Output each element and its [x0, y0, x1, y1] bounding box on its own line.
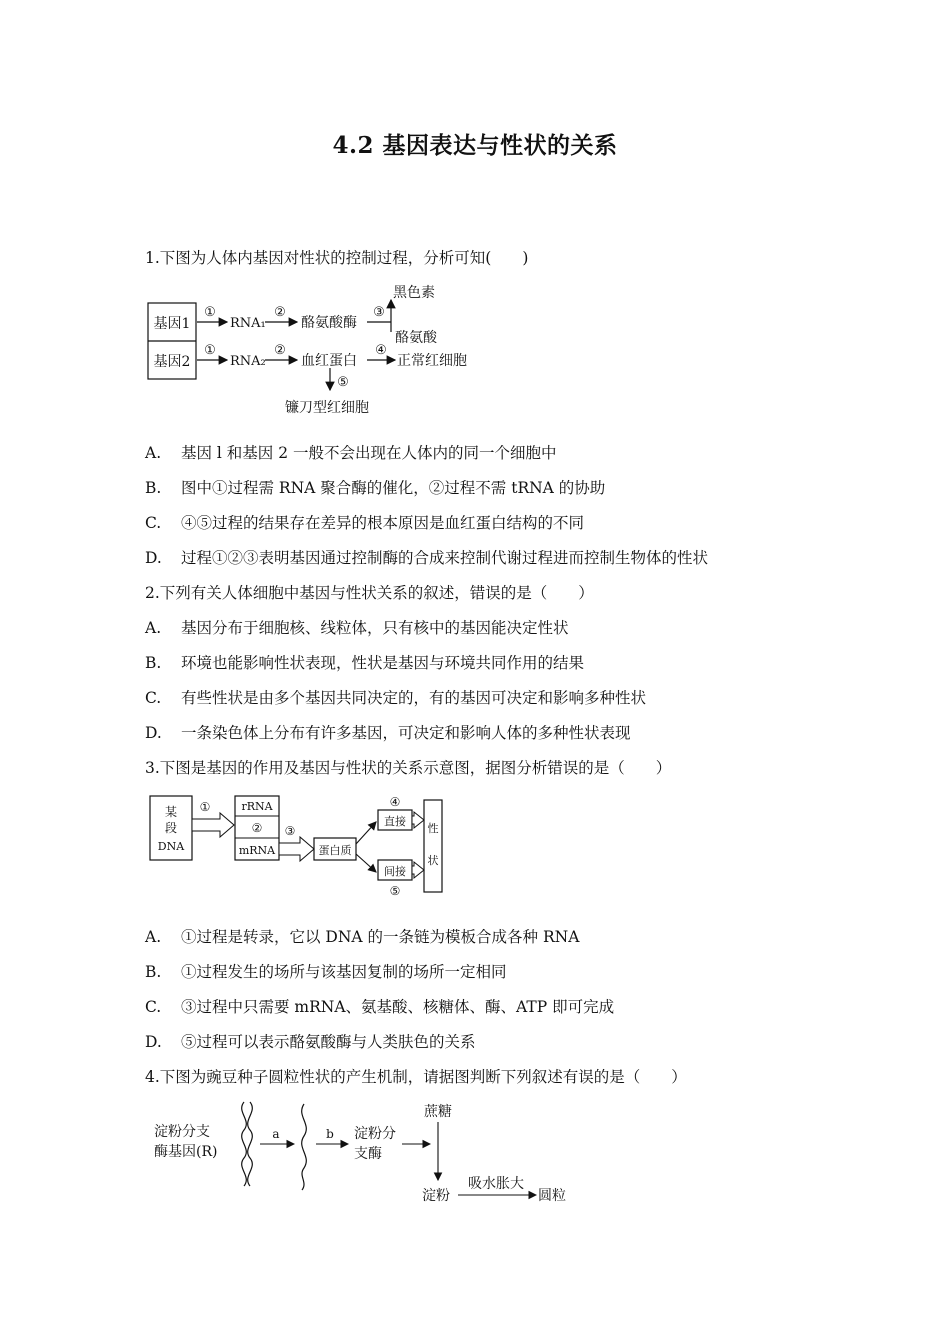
option-text: ④⑤过程的结果存在差异的根本原因是血红蛋白结构的不同 — [181, 514, 585, 532]
tyrosine-label: 酪氨酸 — [395, 330, 437, 346]
sickle-rbc-label: 镰刀型红细胞 — [285, 400, 369, 416]
option-text: ①过程发生的场所与该基因复制的场所一定相同 — [181, 963, 507, 981]
option-letter: C. — [145, 514, 162, 532]
question-4-stem: 4.下图为豌豆种子圆粒性状的产生机制，请据图判断下列叙述有误的是（ ） — [145, 1068, 687, 1086]
option-letter: C. — [145, 689, 162, 707]
option-letter: C. — [145, 998, 162, 1016]
question-3-option-a[interactable] — [145, 927, 579, 947]
option-text: ③过程中只需要 mRNA、氨基酸、核糖体、酶、ATP 即可完成 — [181, 998, 615, 1016]
step-3-label: ③ — [373, 305, 385, 320]
option-text: 图中①过程需 RNA 聚合酶的催化，②过程不需 tRNA 的协助 — [181, 479, 606, 497]
question-2-option-a[interactable] — [145, 618, 569, 638]
question-2-option-c[interactable] — [145, 688, 646, 708]
starch-label: 淀粉 — [422, 1188, 450, 1204]
hollow-arrow-direct-to-trait — [412, 812, 424, 828]
dna-label-line-2: 段 — [164, 821, 178, 835]
gene-label-line-1: 淀粉分支 — [154, 1124, 210, 1140]
mrna-strand-icon — [302, 1104, 307, 1190]
step-b-label: b — [326, 1127, 334, 1141]
step-1-label-row-1: ① — [204, 305, 216, 320]
arrow-to-direct — [356, 822, 376, 844]
direct-label: 直接 — [384, 815, 406, 828]
protein-label: 蛋白质 — [318, 844, 352, 857]
step-a-label: a — [272, 1127, 280, 1141]
step-2-label-row-2: ② — [274, 343, 286, 358]
question-1-option-b[interactable] — [145, 478, 605, 498]
swell-label: 吸水胀大 — [468, 1176, 524, 1192]
question-1-stem: 1.下图为人体内基因对性状的控制过程，分析可知( ) — [145, 249, 529, 267]
page-title: 4.2 基因表达与性状的关系 — [332, 132, 618, 159]
step-2-label: ② — [251, 821, 263, 835]
step-4-label: ④ — [375, 343, 387, 358]
normal-rbc-label: 正常红细胞 — [397, 353, 467, 369]
question-2-stem: 2.下列有关人体细胞中基因与性状关系的叙述，错误的是（ ） — [145, 584, 594, 602]
question-1-option-c[interactable] — [145, 513, 584, 533]
rna-2-label: RNA₂ — [230, 354, 266, 369]
option-text: ⑤过程可以表示酪氨酸酶与人类肤色的关系 — [181, 1033, 476, 1051]
gene-2-label: 基因2 — [153, 354, 191, 370]
figure-1-gene-control-diagram — [145, 280, 485, 420]
hollow-arrow-step-3 — [279, 837, 314, 861]
option-text: 过程①②③表明基因通过控制酶的合成来控制代谢过程进而控制生物体的性状 — [181, 549, 709, 567]
hollow-arrow-step-1 — [192, 813, 234, 837]
question-3-option-c[interactable] — [145, 997, 614, 1017]
question-3-option-d[interactable] — [145, 1032, 476, 1052]
indirect-label: 间接 — [384, 865, 406, 878]
step-4-label: ④ — [389, 795, 401, 809]
question-3-stem: 3.下图是基因的作用及基因与性状的关系示意图，据图分析错误的是（ ） — [145, 759, 672, 777]
option-text: ①过程是转录，它以 DNA 的一条链为模板合成各种 RNA — [181, 928, 580, 946]
rna-1-label: RNA₁ — [230, 316, 266, 331]
option-letter: A. — [145, 928, 162, 946]
question-2-option-d[interactable] — [145, 723, 631, 743]
option-letter: D. — [145, 549, 162, 567]
hollow-arrow-indirect-to-trait — [412, 862, 424, 878]
step-2-label-row-1: ② — [274, 305, 286, 320]
enzyme-label: 酪氨酸酶 — [301, 315, 357, 331]
option-text: 基因分布于细胞核、线粒体，只有核中的基因能决定性状 — [181, 619, 569, 637]
option-letter: D. — [145, 724, 162, 742]
question-1-option-a[interactable] — [145, 443, 557, 463]
step-3-label: ③ — [284, 824, 296, 838]
mrna-label: mRNA — [238, 844, 276, 857]
melanin-label: 黑色素 — [393, 285, 435, 301]
step-1-label: ① — [199, 800, 211, 814]
enzyme-label-line-1: 淀粉分 — [354, 1126, 396, 1142]
trait-label-line-2: 状 — [427, 854, 439, 867]
step-5-label: ⑤ — [337, 375, 349, 390]
trait-box — [424, 800, 442, 892]
gene-label-line-2: 酶基因(R) — [154, 1144, 218, 1160]
dna-label-line-1: 某 — [164, 805, 178, 819]
step-5-label: ⑤ — [389, 884, 401, 898]
figure-2-gene-trait-diagram — [148, 792, 448, 902]
step-1-label-row-2: ① — [204, 343, 216, 358]
option-text: 一条染色体上分布有许多基因，可决定和影响人体的多种性状表现 — [181, 724, 631, 742]
gene-1-label: 基因1 — [153, 316, 191, 332]
trait-label-line-1: 性 — [427, 822, 439, 835]
option-letter: B. — [145, 963, 162, 981]
option-text: 基因 l 和基因 2 一般不会出现在人体内的同一个细胞中 — [181, 444, 557, 462]
option-letter: B. — [145, 654, 162, 672]
dna-double-helix-icon — [242, 1102, 253, 1186]
dna-label-line-3: DNA — [157, 840, 185, 853]
option-letter: A. — [145, 619, 162, 637]
arrow-to-indirect — [356, 854, 376, 872]
question-3-option-b[interactable] — [145, 962, 507, 982]
round-seed-label: 圆粒 — [538, 1188, 566, 1204]
rrna-label: rRNA — [241, 800, 273, 813]
sucrose-label: 蔗糖 — [424, 1104, 452, 1120]
option-letter: A. — [145, 444, 162, 462]
option-letter: B. — [145, 479, 162, 497]
enzyme-label-line-2: 支酶 — [354, 1146, 382, 1162]
hemoglobin-label: 血红蛋白 — [301, 353, 357, 369]
figure-3-pea-round-seed-diagram — [152, 1098, 582, 1210]
question-1-option-d[interactable] — [145, 548, 708, 568]
option-text: 环境也能影响性状表现，性状是基因与环境共同作用的结果 — [181, 654, 585, 672]
option-text: 有些性状是由多个基因共同决定的，有的基因可决定和影响多种性状 — [181, 689, 647, 707]
option-letter: D. — [145, 1033, 162, 1051]
question-2-option-b[interactable] — [145, 653, 584, 673]
